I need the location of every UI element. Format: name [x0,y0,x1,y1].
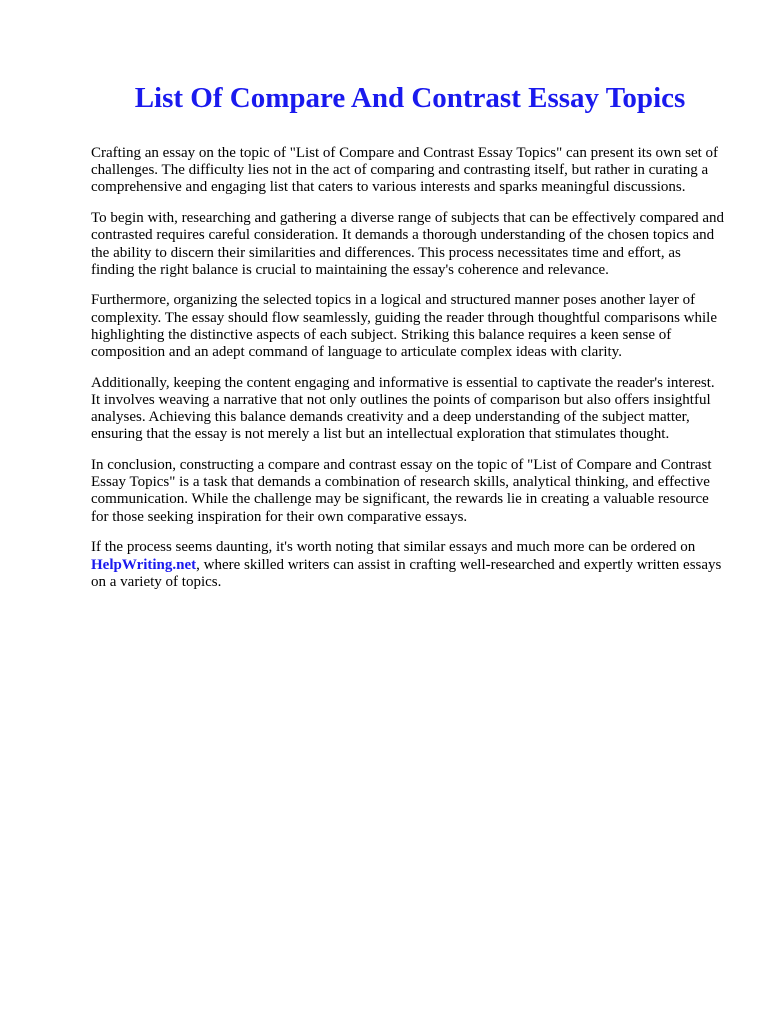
paragraph-conclusion: In conclusion, constructing a compare and contrast essay on the topic of "List of Compare and Contrast Essay Topics" is a task that demands a combination of research skills, analytical thinking, and effective communication. While the challenge may be significant, the rewards lie in creating a valuable resource for those seeking inspiration for their own comparative essays. [91,457,712,525]
ordering-text-after-link: , where skilled writers can assist in crafting well-researched and expertly written essays on a variety of topics. [91,556,722,590]
document-body [91,145,725,604]
paragraph-research: To begin with, researching and gathering a diverse range of subjects that can be effectively compared and contrasted requires careful consideration. It demands a thorough understanding of the chosen topics and the ability to discern their similarities and differences. This process necessitates time and effort, as finding the right balance is crucial to maintaining the essay's coherence and relevance. [91,210,725,278]
ordering-text-before-link: If the process seems daunting, it's worth noting that similar essays and much more can be ordered on [91,539,696,556]
paragraph-organizing: Furthermore, organizing the selected topics in a logical and structured manner poses another layer of complexity. The essay should flow seamlessly, guiding the reader through thoughtful comparisons while highlighting the distinctive aspects of each subject. Striking this balance requires a keen sense of composition and an adept command of language to articulate complex ideas with clarity. [91,292,717,361]
paragraph-ordering [91,539,725,591]
paragraph-intro: Crafting an essay on the topic of "List of Compare and Contrast Essay Topics" can present its own set of challenges. The difficulty lies not in the act of comparing and contrasting itself, but rather in curating a comprehensive and engaging list that caters to various interests and sparks meaningful discussions. [91,145,719,196]
page-title: List Of Compare And Contrast Essay Topics [134,82,686,114]
helpwriting-link[interactable]: HelpWriting.net [91,556,197,573]
paragraph-engaging: Additionally, keeping the content engaging and informative is essential to captivate the reader's interest. It involves weaving a narrative that not only outlines the points of comparison but also offers insightful analyses. Achieving this balance demands creativity and a deep understanding of the subject matter, ensuring that the essay is not merely a list but an intellectual exploration that stimulates thought. [91,374,715,443]
